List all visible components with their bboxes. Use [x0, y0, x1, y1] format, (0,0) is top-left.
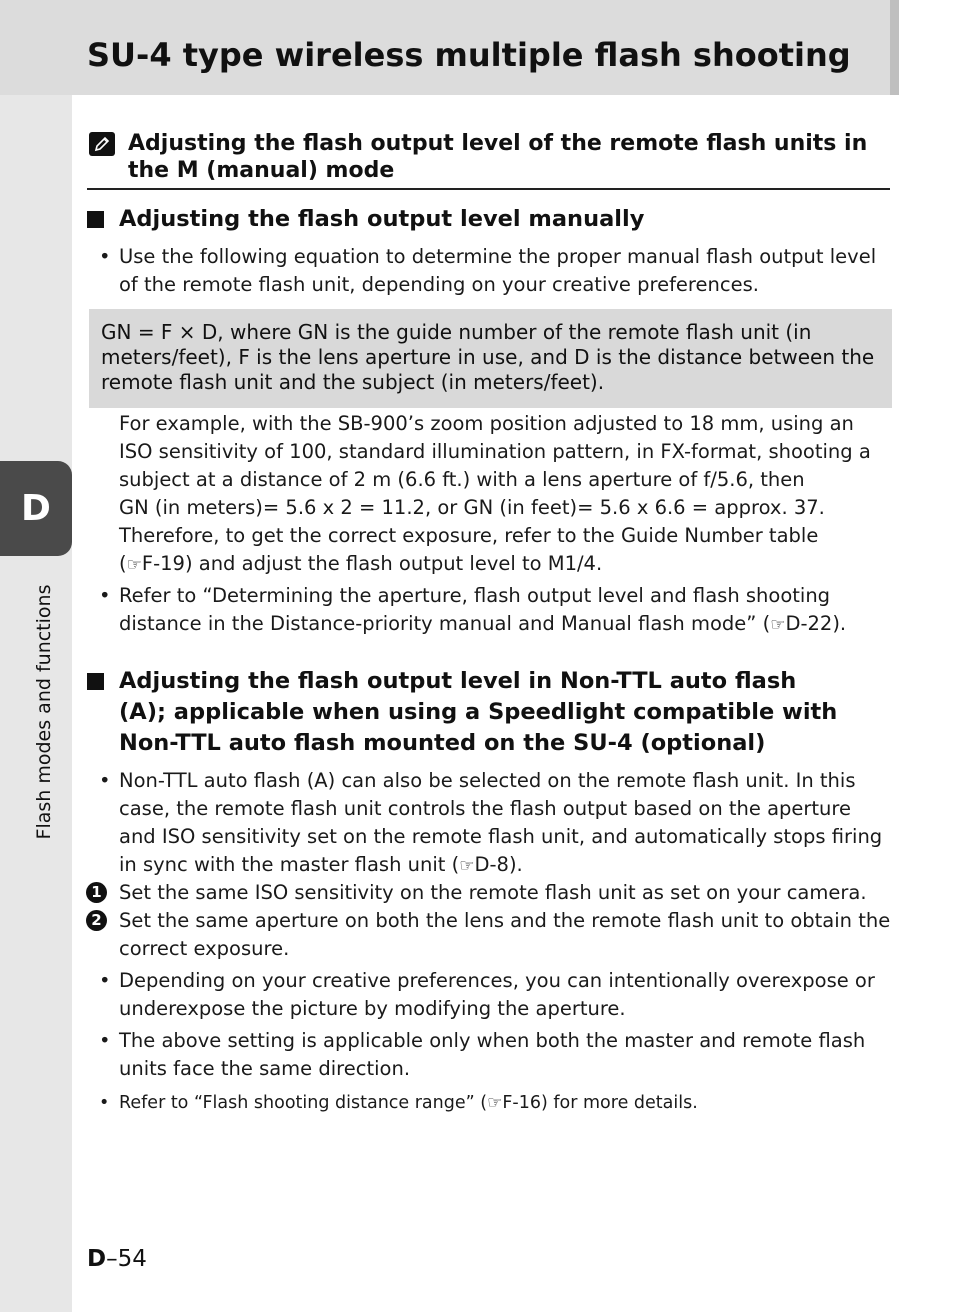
- chapter-tab-letter: D: [21, 488, 51, 529]
- page-reference[interactable]: D-8: [474, 853, 509, 876]
- formula-box: GN = F × D, where GN is the guide number of the remote flash unit (in meters/feet), F is the lens aperture in use, and D is the distance between the remote flash unit and the subject (in meters/feet).: [89, 309, 892, 408]
- heading-square-icon: [87, 211, 104, 228]
- page-number-value: –54: [106, 1246, 147, 1272]
- step-number-icon: 2: [86, 910, 107, 931]
- page-reference[interactable]: D-22: [785, 612, 833, 635]
- list-item: [119, 1089, 891, 1117]
- list-item: [119, 767, 891, 880]
- pencil-note-icon: [89, 132, 115, 156]
- ref-tail: ) and adjust the flash output level to M1/4.: [184, 552, 603, 575]
- step-text: Set the same ISO sensitivity on the remote flash unit as set on your camera.: [119, 881, 867, 904]
- list-item: • Use the following equation to determine the proper manual flash output level of the remote flash unit, depending on your creative preferences.: [119, 243, 891, 299]
- page-number: [87, 1246, 147, 1272]
- note-heading: [87, 130, 890, 190]
- step-text: Set the same aperture on both the lens and the remote flash unit to obtain the correct exposure.: [119, 909, 891, 960]
- example-line: Therefore, to get the correct exposure, refer to the Guide Number table: [119, 524, 819, 547]
- example-line: ISO sensitivity of 100, standard illumination pattern, in FX-format, shooting a: [119, 440, 871, 463]
- note-heading-text: Adjusting the flash output level of the remote flash units in the M (manual) mode: [128, 131, 868, 183]
- section-heading-text: Adjusting the flash output level in Non-TTL auto flash (A); applicable when using a Speedlight compatible with Non-TTL auto flash mounted on the SU-4 (optional): [119, 668, 838, 756]
- ref-tail: ).: [508, 853, 523, 876]
- step-number-icon: 1: [86, 882, 107, 903]
- list-item-text: Refer to “Determining the aperture, flash output level and flash shooting distance in the Distance-priority manual and Manual flash mode” (: [119, 584, 831, 635]
- ref-tail: ) for more details.: [540, 1093, 698, 1113]
- page-reference[interactable]: F-16: [502, 1093, 541, 1113]
- list-item-text: Non-TTL auto flash (A) can also be selected on the remote flash unit. In this case, the remote flash unit controls the flash output based on the aperture and ISO sensitivity set on the remote flash unit, and automatically stops firing in sync with the master flash unit (: [119, 769, 883, 876]
- example-paragraph: [119, 410, 891, 579]
- page-title: SU-4 type wireless multiple flash shooting: [87, 36, 851, 74]
- list-item: • Depending on your creative preferences, you can intentionally overexpose or underexpose the picture by modifying the aperture.: [119, 967, 891, 1023]
- title-banner-edge: [890, 0, 899, 95]
- list-item-text: Refer to “Flash shooting distance range” (: [119, 1093, 488, 1113]
- section-label: Flash modes and functions: [33, 584, 55, 840]
- example-line: subject at a distance of 2 m (6.6 ft.) with a lens aperture of f/5.6, then: [119, 468, 805, 491]
- list-item: [119, 582, 891, 639]
- example-line: GN (in meters)= 5.6 x 2 = 11.2, or GN (in feet)= 5.6 x 6.6 = approx. 37.: [119, 496, 825, 519]
- page-reference-icon: ☞: [459, 856, 475, 876]
- page-number-letter: D: [87, 1246, 107, 1272]
- chapter-tab: [0, 461, 72, 556]
- heading-square-icon: [87, 673, 104, 690]
- section-heading-text: Adjusting the flash output level manually: [119, 206, 645, 232]
- page-reference[interactable]: F-19: [141, 552, 185, 575]
- ref-tail: ).: [832, 612, 847, 635]
- example-line: For example, with the SB-900’s zoom position adjusted to 18 mm, using an: [119, 412, 854, 435]
- ref-open: (: [119, 552, 127, 575]
- step-item: [91, 907, 891, 963]
- page-reference-icon: ☞: [487, 1093, 503, 1113]
- section-heading-non-ttl: [87, 666, 847, 759]
- example-line: [119, 550, 891, 579]
- step-item: [91, 879, 891, 907]
- list-item: • The above setting is applicable only when both the master and remote flash units face the same direction.: [119, 1027, 891, 1083]
- section-heading-manual: [87, 204, 890, 235]
- page-reference-icon: ☞: [770, 615, 786, 635]
- page-reference-icon: ☞: [126, 555, 142, 575]
